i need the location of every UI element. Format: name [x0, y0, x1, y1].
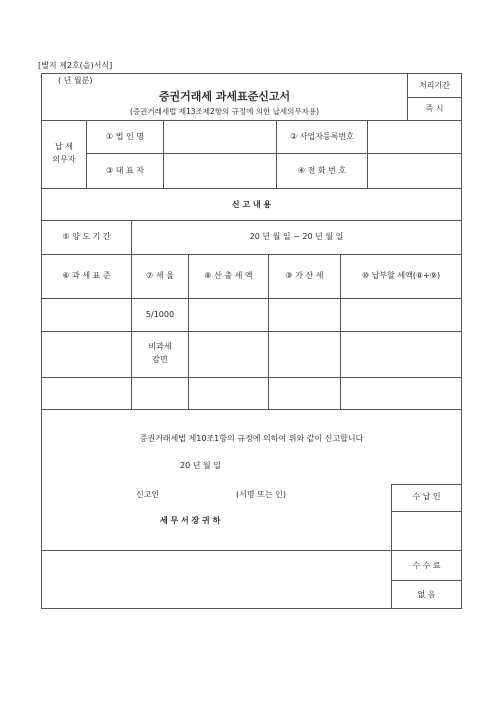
transfer-period-value[interactable]: 20 년 월 일 ~ 20 년 월 일: [249, 232, 344, 241]
period-line: ( 년 월분): [58, 76, 93, 85]
corp-name-field[interactable]: [164, 121, 276, 153]
frame-left: [41, 73, 42, 609]
declaration-statement: 증권거래세법 제10조1항의 규정에 의하여 위와 같이 신고합니다: [139, 434, 364, 443]
col-tax-rate: ⑦ 세 율: [146, 271, 174, 280]
phone-label: ④ 전 화 번 호: [297, 166, 347, 175]
addressee: 세 무 서 장 귀 하: [160, 516, 221, 525]
exempt-label-line2: 감면: [152, 355, 168, 364]
phone-field[interactable]: [368, 154, 461, 188]
col-payable-tax: ⑩ 납부할 세액(⑧+⑨): [361, 271, 441, 280]
form-id: [별지 제2호(을)서식]: [38, 61, 113, 70]
processing-value: 즉 시: [425, 104, 444, 113]
biz-reg-label: ② 사업자등록번호: [290, 132, 354, 141]
fee-label: 수 수 료: [412, 561, 441, 570]
taxpayer-label-line2: 의무자: [52, 155, 76, 164]
representative-label: ③ 대 표 자: [106, 166, 144, 175]
taxpayer-label-line1: 납 세: [55, 142, 73, 151]
processing-label: 처리기간: [419, 81, 450, 90]
transfer-period-label: ⑤ 양 도 기 간: [62, 232, 111, 241]
declaration-date[interactable]: 20 년 월 일: [180, 461, 221, 470]
stamp-label: 수 납 인: [412, 492, 441, 501]
col-tax-base: ⑥ 과 세 표 준: [62, 271, 111, 280]
form-title: 증권거래세 과세표준신고서: [158, 90, 291, 103]
col-additional-tax: ⑨ 가 산 세: [285, 271, 324, 280]
col-computed-tax: ⑧ 산 출 세 액: [204, 271, 253, 280]
fee-value: 없 음: [417, 590, 436, 599]
corp-name-label: ① 법 인 명: [106, 132, 144, 141]
signature-label[interactable]: (서명 또는 인): [236, 490, 286, 499]
frame-bottom: [41, 608, 462, 609]
report-section-title: 신 고 내 용: [231, 200, 272, 209]
reporter-label: 신고인: [136, 490, 160, 499]
rate-value: 5/1000: [145, 310, 175, 319]
exempt-label-line1: 비과세: [148, 342, 172, 351]
frame-top: [41, 73, 462, 74]
representative-field[interactable]: [164, 154, 276, 188]
biz-reg-field[interactable]: [368, 121, 461, 153]
form-subtitle: (증권거래세법 제13조제2항의 규정에 의한 납세의무자용): [129, 107, 320, 116]
